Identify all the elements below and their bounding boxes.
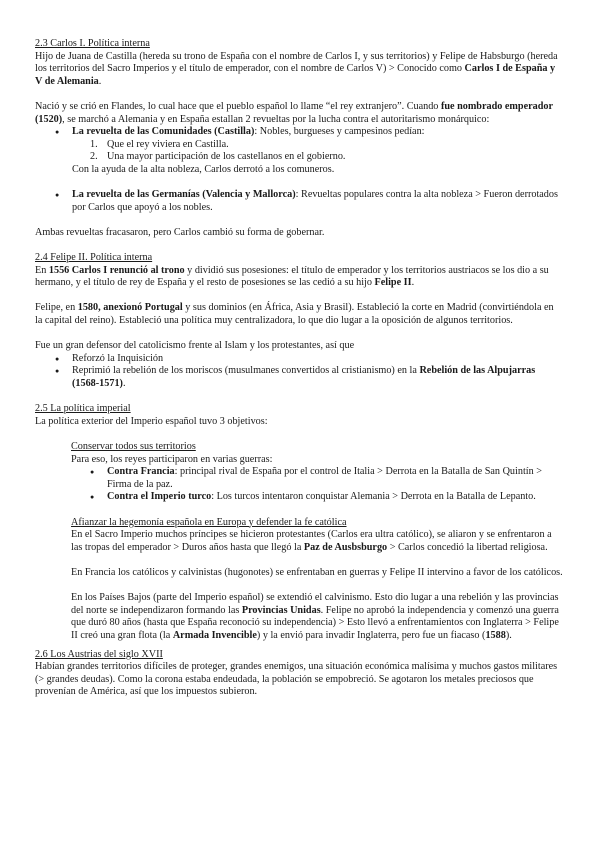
paragraph: Ambas revueltas fracasaron, pero Carlos cambió su forma de gobernar. — [35, 226, 325, 238]
bold-text: Paz de Ausbsburgo — [303, 541, 388, 553]
numbered-list — [35, 139, 563, 164]
bold-text: Contra el Imperio turco — [107, 491, 212, 503]
text: : Nobles, burgueses y campesinos pedían: — [254, 126, 425, 138]
text: En — [35, 264, 49, 276]
text: y dividió sus posesiones: el título de emperador y los territorios austriacos se los dio a su hermano, y el título de rey de España y el resto de posesiones se las cedió a su hijo — [35, 264, 549, 289]
text: Una mayor participación de los castellanos en el gobierno. — [107, 151, 346, 163]
list-number: 1. — [90, 138, 98, 150]
bold-text: 1580, anexionó Portugal — [77, 302, 183, 314]
list-number: 2. — [90, 151, 98, 163]
text: Hijo de Juana de Castilla (hereda su trono de España con el nombre de Carlos I, y sus territorios) y Felipe de Habsburgo (hereda los territorios del Sacro Imperios y el título de emperador, con el nombre de Carlos V) > Conocido como — [35, 50, 558, 75]
text: . Felipe no aprobó la independencia y comenzó una guerra que duró 80 años (hasta que España reconoció su independencia) > Esto llevó a enfrentamientos con Inglaterra > Felipe II creó una gran flota (la — [71, 604, 559, 641]
text: : Los turcos intentaron conquistar Alemania > Derrota en la Batalla de Lepanto. — [211, 491, 536, 503]
text: ). — [505, 629, 512, 641]
paragraph: En Francia los católicos y calvinistas (hugonotes) se enfrentaban en guerras y Felipe II intervino a favor de los católicos. — [71, 566, 563, 578]
paragraph — [35, 302, 563, 327]
text: ) y la envió para invadir Inglaterra, pero fue un fiacaso ( — [256, 629, 486, 641]
text: . — [411, 277, 415, 289]
bold-text: Contra Francia — [107, 466, 175, 478]
section-heading-2-3: 2.3 Carlos I. Política interna — [35, 38, 150, 49]
bullet-list — [35, 189, 563, 214]
paragraph: Fue un gran defensor del catolicismo frente al Islam y los protestantes, así que — [35, 340, 355, 352]
text: En el Sacro Imperio muchos príncipes se hicieron protestantes (Carlos era ultra católico), se aliaron y se enfrentaron a las tropas del emperador > Duros años hasta que llegó la — [71, 529, 552, 553]
list-item — [35, 466, 563, 491]
paragraph: La política exterior del Imperio español tuvo 3 objetivos: — [35, 415, 268, 427]
bullet-list — [35, 353, 563, 391]
text: Felipe, en — [35, 302, 78, 314]
bold-text: Armada Invencible — [172, 629, 257, 641]
bold-text: Carlos I de España y V de Alemania — [35, 63, 556, 87]
list-item — [35, 189, 563, 214]
paragraph — [35, 265, 563, 290]
list-item — [35, 139, 563, 152]
paragraph: Con la ayuda de la alta nobleza, Carlos derrotó a los comuneros. — [72, 163, 335, 175]
paragraph — [35, 51, 563, 89]
list-item — [35, 365, 563, 390]
bold-text: 1556 Carlos I renunció al trono — [48, 264, 185, 276]
list-item: ● Reforzó la Inquisición — [35, 353, 563, 366]
text: Nació y se crió en Flandes, lo cual hace que el pueblo español lo llame “el rey extranjero”. Cuando — [35, 100, 441, 112]
bold-text: Rebelión de las Alpujarras (1568-1571) — [72, 365, 536, 390]
bold-text: Provincias Unidas — [241, 604, 321, 616]
paragraph — [35, 592, 563, 642]
bold-text: La revuelta de las Comunidades (Castilla) — [72, 126, 255, 138]
document-page — [35, 38, 563, 699]
text: : Revueltas populares contra la alta nobleza > Fueron derrotados por Carlos que apoyó a los nobles. — [72, 189, 558, 213]
text: > Carlos concedió la libertad religiosa. — [387, 541, 548, 553]
subheading: Conservar todos sus territorios — [71, 441, 196, 452]
text: y sus dominios (en África, Asia y Brasil). Estableció la corte en Madrid (convirtiéndola en la capital del reino). Estableció una política muy centralizadora, lo que dio lugar a la oposición de algunos territorios. — [35, 302, 554, 327]
text: . — [98, 75, 102, 87]
list-item — [35, 126, 563, 139]
paragraph — [35, 101, 563, 126]
section-heading-2-4: 2.4 Felipe II. Política interna — [35, 252, 153, 264]
text: : principal rival de España por el control de Italia > Derrota en la Batalla de San Quintín > Firma de la paz. — [107, 466, 542, 490]
section-heading-2-6: 2.6 Los Austrias del siglo XVII — [35, 648, 163, 660]
text: , se marchó a Alemania y en España estallan 2 revueltas por la lucha contra el autoritarismo monárquico: — [62, 113, 490, 125]
section-heading-2-5: 2.5 La política imperial — [35, 403, 131, 415]
text: Reprimió la rebelión de los moriscos (musulmanes convertidos al cristianismo) en la — [72, 365, 420, 377]
list-item — [35, 151, 563, 164]
paragraph: Habían grandes territorios difíciles de proteger, grandes enemigos, una situación económica malísima y muchos gastos militares (> grandes deudas). Como la corona estaba endeudada, la población se empobreció. Se agotaron los metales preciosos que provenían de América, así que los impuestos subieron. — [35, 661, 558, 698]
text: . — [122, 378, 126, 390]
bullet-list — [35, 126, 563, 139]
text: Que el rey viviera en Castilla. — [107, 138, 229, 150]
subheading: Afianzar la hegemonía española en Europa y defender la fe católica — [71, 516, 347, 528]
paragraph: Para eso, los reyes participaron en varias guerras: — [71, 453, 273, 465]
paragraph — [35, 529, 563, 554]
text: En los Países Bajos (parte del Imperio español) se extendió el calvinismo. Esto dio lugar a una rebelión y las provincias del norte se independizaron formando las — [71, 592, 559, 616]
bold-text: fue nombrado emperador (1520) — [35, 100, 553, 125]
bold-text: Felipe II — [374, 277, 412, 289]
bold-text: 1588 — [485, 629, 506, 641]
list-item — [35, 491, 563, 504]
bold-text: La revuelta de las Germanías (Valencia y Mallorca) — [72, 189, 296, 201]
bullet-list — [35, 466, 563, 504]
